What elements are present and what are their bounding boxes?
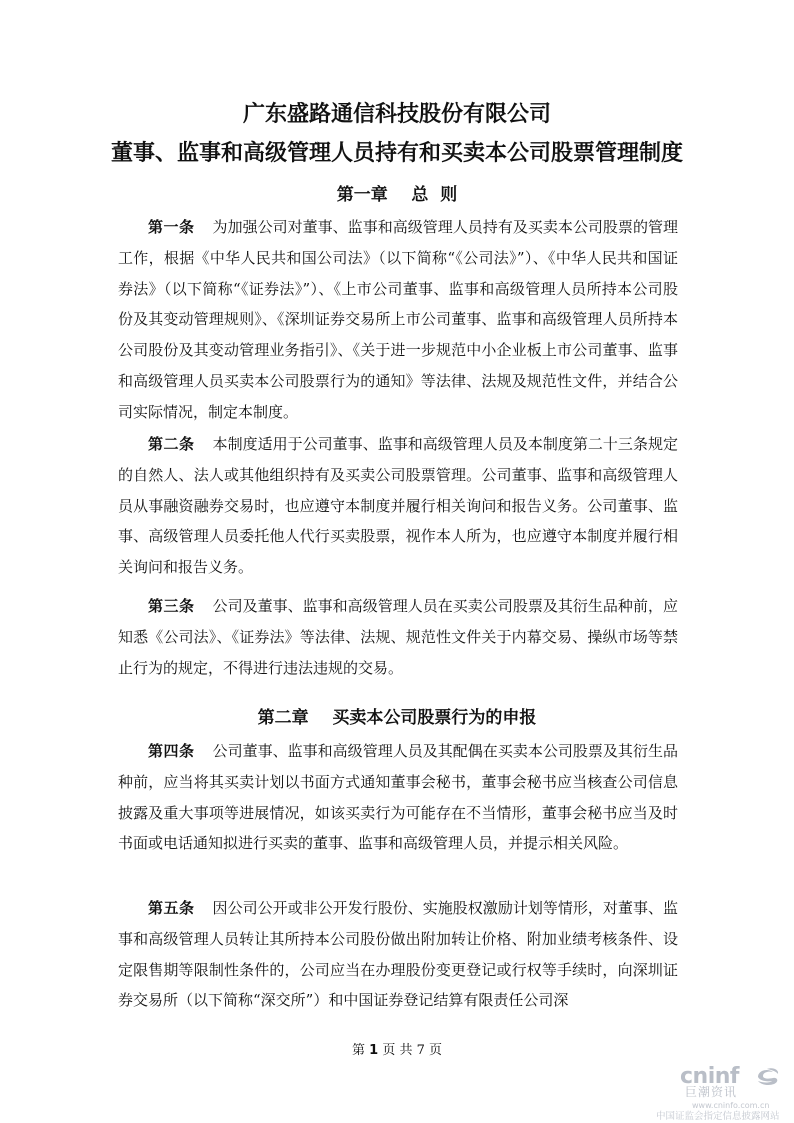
article-1-label: 第一条: [148, 218, 195, 236]
footer-middle: 页 共: [382, 1043, 413, 1058]
article-3-label: 第三条: [148, 597, 195, 615]
chapter-2-heading: 第二章 买卖本公司股票行为的申报: [257, 708, 537, 728]
cninfo-slogan: 中国证监会指定信息披露网站: [656, 1111, 780, 1122]
article-4-label: 第四条: [148, 742, 195, 760]
article-1: [118, 212, 678, 428]
footer-suffix: 页: [429, 1043, 443, 1058]
chapter-1-heading: 第一章 总 则: [336, 185, 458, 205]
footer-prefix: 第: [351, 1043, 365, 1058]
cninfo-swirl-icon: [755, 1067, 781, 1087]
cninfo-logo-text: cninf: [680, 1064, 739, 1089]
cninfo-watermark: [650, 1066, 790, 1122]
article-5-text: 因公司公开或非公开发行股份、实施股权激励计划等情形，对董事、监事和高级管理人员转让其所持本公司股份做出附加转让价格、附加业绩考核条件、设定限售期等限制性条件的，公司应当在办理股份变更登记或行权等手续时，向深圳证券交易所（以下简称“深交所”）和中国证券登记结算有限责任公司深: [118, 899, 678, 1010]
article-1-text: 为加强公司对董事、监事和高级管理人员持有及买卖本公司股票的管理工作，根据《中华人民共和国公司法》（以下简称“《公司法》”）、《中华人民共和国证券法》（以下简称“《证券法》”）、《上市公司董事、监事和高级管理人员所持本公司股份及其变动管理规则》、《深圳证券交易所上市公司董事、监事和高级管理人员所持本公司股份及其变动管理业务指引》、《关于进一步规范中小企业板上市公司董事、监事和高级管理人员买卖本公司股票行为的通知》等法律、法规及规范性文件，并结合公司实际情况，制定本制度。: [118, 218, 678, 421]
article-4-text: 公司董事、监事和高级管理人员及其配偶在买卖本公司股票及其衍生品种前，应当将其买卖计划以书面方式通知董事会秘书，董事会秘书应当核查公司信息披露及重大事项等进展情况，如该买卖行为可能存在不当情形，董事会秘书应当及时书面或电话通知拟进行买卖的董事、监事和高级管理人员，并提示相关风险。: [118, 742, 678, 853]
article-2: [118, 429, 678, 583]
article-5-label: 第五条: [148, 899, 195, 917]
article-4: [118, 736, 678, 859]
company-name: 广东盛路通信科技股份有限公司: [242, 102, 551, 127]
cninfo-url: www.cninfo.com.cn: [692, 1101, 770, 1110]
page-footer: [0, 1043, 794, 1059]
article-2-text: 本制度适用于公司董事、监事和高级管理人员及本制度第二十三条规定的自然人、法人或其他组织持有及买卖公司股票管理。公司董事、监事和高级管理人员从事融资融券交易时，也应遵守本制度并履行相关询问和报告义务。公司董事、监事、高级管理人员委托他人代行买卖股票，视作本人所为，也应遵守本制度并履行相关询问和报告义务。: [118, 435, 678, 577]
cninfo-name: 巨潮资讯: [685, 1085, 738, 1099]
current-page-number: 1: [369, 1043, 379, 1058]
article-3-text: 公司及董事、监事和高级管理人员在买卖公司股票及其衍生品种前，应知悉《公司法》、《证券法》等法律、法规、规范性文件关于内幕交易、操纵市场等禁止行为的规定，不得进行违法违规的交易。: [118, 597, 678, 677]
regulation-title: 董事、监事和高级管理人员持有和买卖本公司股票管理制度: [110, 141, 683, 166]
article-3: [118, 591, 678, 683]
article-5: [118, 893, 678, 1016]
total-pages-number: 7: [416, 1043, 425, 1058]
article-2-label: 第二条: [148, 435, 195, 453]
